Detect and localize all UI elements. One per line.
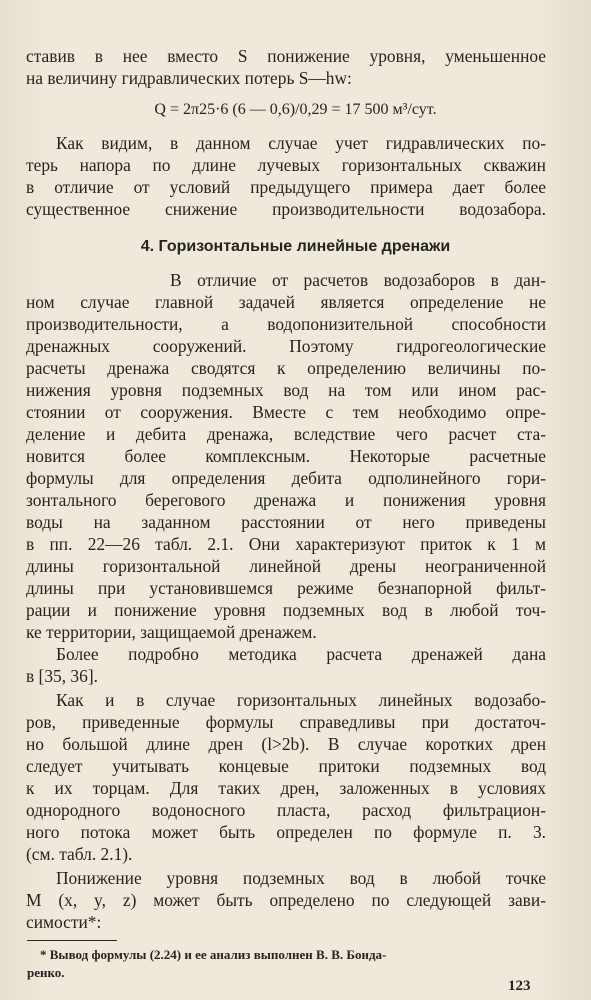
text-line: в [35, 36]. xyxy=(26,666,98,686)
text-line: существенное снижение производительности водозабора. xyxy=(26,199,546,219)
footnote-line: * Вывод формулы (2.24) и ее анализ выполнен В. В. Бонда- xyxy=(40,947,387,962)
text-line: в пп. 22—26 табл. 2.1. Они характеризуют приток к 1 м xyxy=(26,534,546,554)
text-line: формулы для определения дебита одполинейного гори- xyxy=(26,468,546,488)
text-line: к их торцам. Для таких дрен, заложенных в условиях xyxy=(26,778,546,798)
section-heading: 4. Горизонтальные линейные дренажи xyxy=(140,238,451,255)
text-line: (см. табл. 2.1). xyxy=(26,844,133,864)
text-line: Как и в случае горизонтальных линейных водозабо- xyxy=(56,690,546,710)
text-line: длины при установившемся режиме безнапорной фильт- xyxy=(26,578,546,598)
text-line: Понижение уровня подземных вод в любой точке xyxy=(56,868,546,888)
footnote-line: ренко. xyxy=(27,965,65,980)
text-line: ного потока может быть определен по формуле п. 3. xyxy=(26,822,546,842)
text-line: в отличие от условий предыдущего примера дает более xyxy=(26,177,546,197)
text-line: Более подробно методика расчета дренажей дана xyxy=(56,644,546,664)
text-line: следует учитывать концевые притоки подземных вод xyxy=(26,756,546,776)
text-line: M (x, y, z) может быть определено по следующей зави- xyxy=(26,890,546,910)
text-line: длины горизонтальной линейной дрены неограниченной xyxy=(26,556,546,576)
text-line: дренажных сооружений. Поэтому гидрогеологические xyxy=(26,336,546,356)
text-line: зонтального берегового дренажа и понижения уровня xyxy=(26,490,546,510)
page-number: 123 xyxy=(508,978,531,994)
text-line: ном случае главной задачей является определение не xyxy=(26,292,546,312)
text-line: В отличие от расчетов водозаборов в дан- xyxy=(170,270,546,290)
text-line: производительности, а водопонизительной способности xyxy=(26,314,546,334)
text-line: расчеты дренажа сводятся к определению величины по- xyxy=(26,358,546,378)
text-line: деление и дебита дренажа, вследствие чего расчет ста- xyxy=(26,424,546,444)
text-line: нижения уровня подземных вод на том или ином рас- xyxy=(26,380,546,400)
formula: Q = 2π25·6 (6 — 0,6)/0,29 = 17 500 м³/сут. xyxy=(154,101,437,118)
text-line: рации и понижение уровня подземных вод в любой точ- xyxy=(26,600,546,620)
text-line: ставив в нее вместо S понижение уровня, уменьшенное xyxy=(26,46,546,66)
text-line: но большой длине дрен (l>2b). В случае коротких дрен xyxy=(26,734,546,754)
text-line: ров, приведенные формулы справедливы при достаточ- xyxy=(26,712,546,732)
footnote-rule xyxy=(27,940,117,941)
text-line: симости*: xyxy=(26,912,102,932)
text-line: новится более комплексным. Некоторые расчетные xyxy=(26,446,546,466)
text-line: воды на заданном расстоянии от него приведены xyxy=(26,512,546,532)
text-line: на величину гидравлических потерь S—hw: xyxy=(26,68,352,88)
text-line: стоянии от сооружения. Вместе с тем необходимо опре- xyxy=(26,402,546,422)
text-line: однородного водоносного пласта, расход фильтрацион- xyxy=(26,800,546,820)
text-line: терь напора по длине лучевых горизонтальных скважин xyxy=(26,155,546,175)
text-line: Как видим, в данном случае учет гидравлических по- xyxy=(56,133,546,153)
text-line: ке территории, защищаемой дренажем. xyxy=(26,622,317,642)
